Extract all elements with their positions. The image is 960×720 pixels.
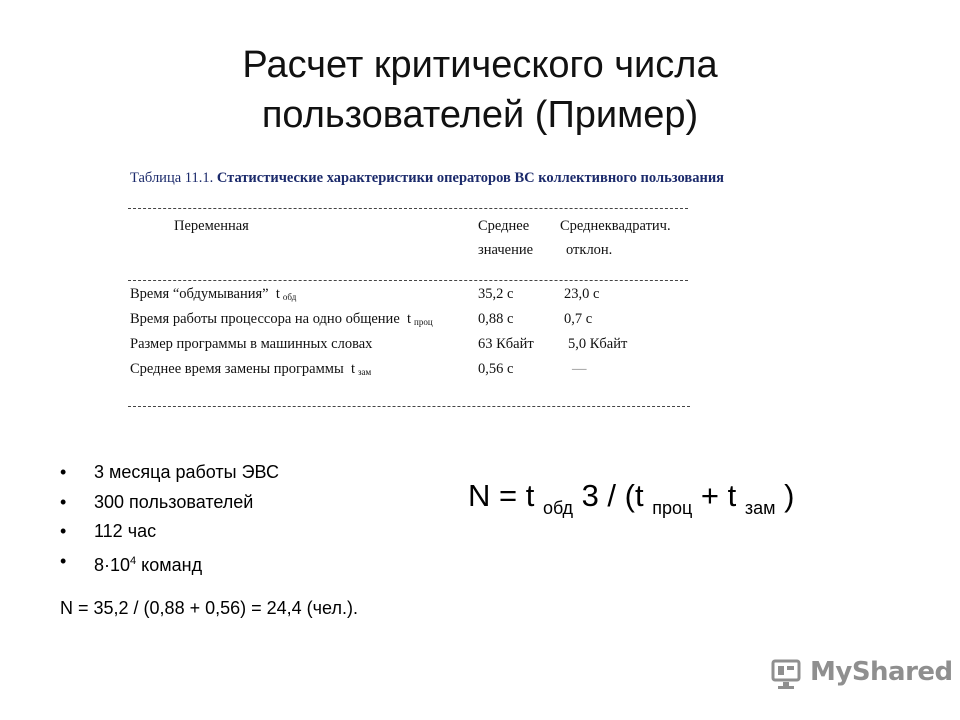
table-row-name: Размер программы в машинных словах <box>130 336 373 352</box>
list-item: • 3 месяца работы ЭВС <box>60 458 279 488</box>
title-line-2: пользователей (Пример) <box>261 94 699 136</box>
list-item: • 300 пользователей <box>60 488 279 518</box>
statistics-table <box>128 168 725 420</box>
slide-title <box>0 40 960 140</box>
table-row-mean: 35,2 с <box>478 286 514 302</box>
table-caption-title: Статистические характеристики операторов ВС коллективного пользования <box>216 170 725 186</box>
formula: N = t $_{обд}$ 3 / (t $_{проц}$ + t $_{зам}$ ) <box>468 478 795 518</box>
table-caption-prefix: Таблица 11.1. <box>130 170 214 186</box>
logo-text: MyShared <box>810 657 953 687</box>
result-equation: N = 35,2 / (0,88 + 0,56) = 24,4 (чел.). <box>60 598 358 618</box>
table-row-mean: 0,88 с <box>478 311 514 327</box>
table-caption <box>130 170 724 187</box>
table-row-std: 0,7 с <box>564 311 593 327</box>
title-line-1: Расчет критического числа <box>242 44 718 86</box>
list-item: • $8\cdot 10^4$ команд <box>60 547 279 581</box>
table-row-name: Среднее время замены программы t $_{зам}$ <box>130 361 372 377</box>
table-row-mean: 0,56 с <box>478 361 514 377</box>
myshared-logo[interactable] <box>770 654 953 694</box>
table-rule-top <box>128 208 688 209</box>
header-std-2: отклон. <box>566 242 613 258</box>
list-item: • 112 час <box>60 517 279 547</box>
table-row-name: Время работы процессора на одно общение t $_{проц}$ <box>130 311 433 327</box>
table-rule-bottom <box>128 406 690 407</box>
table-row-std: — <box>572 361 587 377</box>
header-std-1: Среднеквадратич. <box>560 218 671 234</box>
table-row-mean: 63 Кбайт <box>478 336 534 352</box>
table-rule-mid <box>128 280 688 281</box>
table-row-std: 5,0 Кбайт <box>568 336 628 352</box>
table-row-std: 23,0 с <box>564 286 600 302</box>
header-mean-1: Среднее <box>478 218 530 234</box>
facts-list <box>60 458 279 580</box>
table-row-name: Время “обдумывания” t $_{обд}$ <box>130 286 297 302</box>
header-mean-2: значение <box>478 242 534 258</box>
header-variable: Переменная <box>174 218 249 234</box>
monitor-icon <box>770 656 806 692</box>
